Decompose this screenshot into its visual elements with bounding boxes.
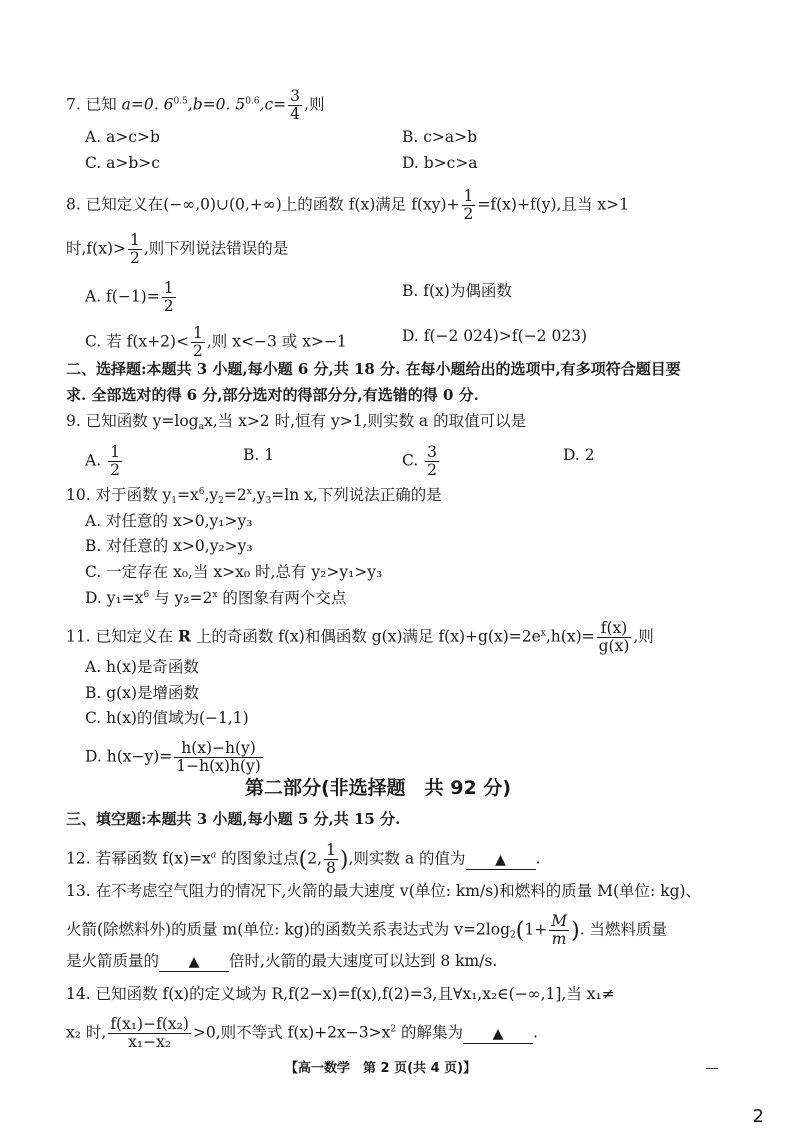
fraction: $\frac{1}{2}$: [163, 279, 174, 315]
fraction: $\frac{3}{2}$: [427, 443, 438, 479]
question-13-line1: 13. 在不考虑空气阻力的情况下,火箭的最大速度 v(单位: km/s)和燃料的质量 M(单位: kg)、: [66, 882, 702, 900]
q11-option-c: C. h(x)的值域为(−1,1): [85, 709, 249, 727]
fraction: $\frac{f(x)}{g(x)}$: [598, 619, 630, 655]
q8-option-b: B. f(x)为偶函数: [402, 282, 512, 300]
question-9-stem: 9. 已知函数 $y=\log_ax$,当 x>2 时,恒有 y>1,则实数 a 的取值可以是: [66, 412, 527, 432]
triangle-icon: ▲: [188, 954, 200, 970]
divider: [706, 1068, 718, 1069]
triangle-icon: ▲: [492, 1025, 504, 1042]
section-2-heading-line2: 求. 全部选对的得 6 分,部分选对的得部分分,有选错的得 0 分.: [66, 386, 479, 404]
question-10-stem: 10. 对于函数 $y_1=x^6,y_2=2^x,y_3=\ln$ x,下列说法正确的是: [66, 486, 442, 506]
answer-blank: [466, 850, 536, 870]
q9-option-d: D. 2: [563, 446, 595, 464]
fraction: $\frac{1}{2}$: [463, 187, 474, 223]
q10-option-d: D. $y_1=x^6$ 与 $y_2=2^x$ 的图象有两个交点: [85, 589, 347, 607]
q9-option-a: A. $\frac{1}{2}$: [85, 443, 120, 479]
q7-option-a: A. a>c>b: [85, 128, 160, 146]
q7-option-b: B. c>a>b: [402, 128, 478, 146]
fraction: $\frac{1}{8}$: [326, 841, 336, 877]
question-13-line2: 火箭(除燃料外)的质量 m(单位: kg)的函数关系表达式为 $v=2\log_2(1+$ $\frac{M}{m}$ ). 当燃料质量: [66, 912, 668, 948]
question-14-line1: 14. 已知函数 f(x)的定义域为 R,f(2−x)=f(x),f(2)=3,且∀x₁,x₂∈(−∞,1],当 x₁≠: [66, 985, 615, 1003]
fraction: $\frac{\text{f(x₁)−f(x₂)}}{\text{x₁−x₂}}$: [110, 1015, 189, 1051]
question-13-line3: 是火箭质量的 ▲ 倍时,火箭的最大速度可以达到 8 km/s.: [66, 952, 498, 970]
question-8-line2: 时,f(x)> $\frac{1}{2}$ ,则下列说法错误的是: [66, 231, 289, 267]
answer-blank: [463, 1024, 533, 1044]
fraction: $\frac{h(x)-h(y)}{1-h(x)h(y)}$: [176, 739, 261, 775]
q7-option-d: D. b>c>a: [402, 154, 478, 172]
question-11-stem: 11. 已知定义在 R 上的奇函数 f(x)和偶函数 g(x)满足 $f(x)+g(x)=2e^x,h(x)=$ $\frac{f(x)}{g(x)}$ ,则: [66, 619, 654, 655]
q8-option-c: C. 若 f(x+2)< $\frac{1}{2}$ ,则 x<−3 或 x>−1: [85, 324, 347, 360]
q10-option-a: A. 对任意的 x>0,y₁>y₃: [85, 512, 253, 530]
fraction: $\frac{1}{2}$: [193, 324, 203, 360]
fraction: $\frac{M}{m}$: [551, 912, 568, 948]
q11-option-b: B. g(x)是增函数: [85, 684, 200, 702]
answer-blank: [159, 952, 229, 972]
q10-option-c: C. 一定存在 x₀,当 x>x₀ 时,总有 y₂>y₁>y₃: [85, 563, 383, 581]
q10-option-b: B. 对任意的 x>0,y₂>y₃: [85, 537, 253, 555]
fraction: $\frac{1}{2}$: [130, 231, 140, 267]
page-number: 2: [752, 1106, 764, 1127]
question-12: 12. 若幂函数 $f(x)=x^a$ 的图象过点(2, $\frac{1}{8}$ ),则实数 a 的值为 ▲ .: [66, 841, 541, 877]
fraction: $\frac{3}{4}$: [290, 87, 301, 123]
q9-option-c: C. $\frac{3}{2}$: [402, 443, 438, 479]
question-7-stem: 7. 已知 a=0. $6^{0.5},b=0$. $5^{0.6},c=$ $\frac{3}{4}$ ,则: [66, 87, 325, 123]
triangle-icon: ▲: [495, 851, 506, 868]
section-2-heading-line1: 二、选择题:本题共 3 小题,每小题 6 分,共 18 分. 在每小题给出的选项中,有多项符合题目要: [66, 360, 681, 378]
q9-option-b: B. 1: [243, 446, 275, 464]
q8-option-a: A. f(−1)= $\frac{1}{2}$: [85, 279, 174, 315]
question-8-line1: 8. 已知定义在(−∞,0)∪(0,+∞)上的函数 f(x)满足 f(xy)+ $\frac{1}{2}$ =f(x)+f(y),且当 x>1: [66, 187, 629, 223]
q11-option-d: D. h(x−y)= $\frac{h(x)-h(y)}{1-h(x)h(y)}$: [85, 739, 261, 775]
part-2-title: 第二部分(非选择题 共 92 分): [245, 777, 512, 799]
q7-option-c: C. a>b>c: [85, 154, 160, 172]
section-3-heading: 三、填空题:本题共 3 小题,每小题 5 分,共 15 分.: [66, 810, 401, 828]
q11-option-a: A. h(x)是奇函数: [85, 658, 199, 676]
q8-option-d: D. f(−2 024)>f(−2 023): [402, 327, 588, 345]
page-footer: 【高一数学 第 2 页(共 4 页)】: [285, 1061, 477, 1076]
fraction: $\frac{1}{2}$: [110, 443, 120, 479]
question-14-line2: x₂ 时, $\frac{\text{f(x₁)−f(x₂)}}{\text{x₁−x₂}}$ >0,则不等式 $f(x)+2x-3>x^2$ 的解集为 ▲ .: [66, 1015, 538, 1051]
